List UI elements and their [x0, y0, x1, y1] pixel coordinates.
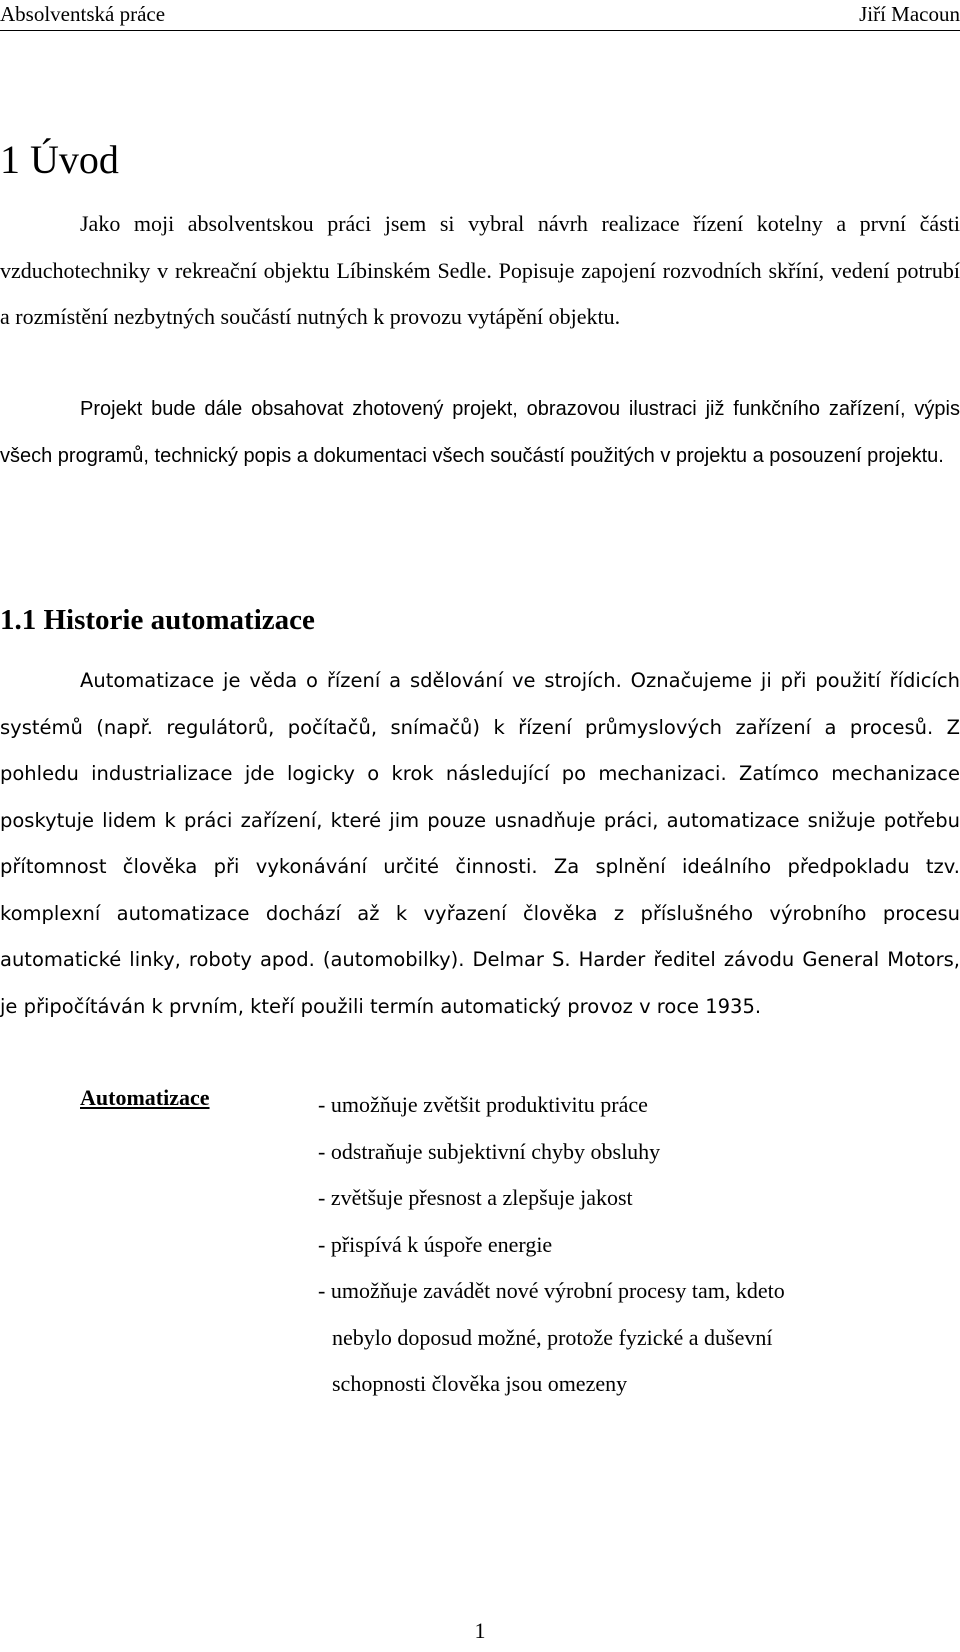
section-title: 1.1 Historie automatizace: [0, 604, 315, 636]
definition-item: - umožňuje zvětšit produktivitu práce: [318, 1092, 648, 1117]
definition-item: - odstraňuje subjektivní chyby obsluhy: [318, 1138, 661, 1164]
definition-list: [318, 1082, 785, 1408]
definition-item: - přispívá k úspoře energie: [318, 1231, 553, 1257]
intro-paragraph-2: Projekt bude dále obsahovat zhotovený projekt, obrazovou ilustraci již funkčního zařízení, výpis všech programů, technický popis a dokumentaci všech součástí použitých v projektu a posouzení projektu.: [0, 398, 960, 467]
definition-item-continuation: nebylo doposud možné, protože fyzické a duševní: [332, 1324, 773, 1350]
intro-paragraph-1: Jako moji absolventskou práci jsem si vybral návrh realizace řízení kotelny a první části vzduchotechniky v rekreační objektu Líbinském Sedle. Popisuje zapojení rozvodních skříní, vedení potrubí a rozmístění nezbytných součástí nutných k provozu vytápění objektu.: [0, 211, 960, 329]
definition-item: - umožňuje zavádět nové výrobní procesy tam, kdeto: [318, 1278, 785, 1303]
definition-term: Automatizace: [80, 1085, 210, 1110]
definition-item-continuation: schopnosti člověka jsou omezeny: [332, 1371, 628, 1396]
definition-item: - zvětšuje přesnost a zlepšuje jakost: [318, 1185, 633, 1210]
history-paragraph: Automatizace je věda o řízení a sdělování ve strojích. Označujeme ji při použití řídicích systémů (např. regulátorů, počítačů, snímačů) k řízení průmyslových zařízení a procesů. Z pohledu industrializace jde logicky o krok následující po mechanizaci. Zatímco mechanizace poskytuje lidem k práci zařízení, které jim pouze usnadňuje práci, automatizace snižuje potřebu přítomnost člověka při vykonávání určité činnosti. Za splnění ideálního předpokladu tzv. komplexní automatizace dochází až k vyřazení člověka z příslušného výrobního procesu automatické linky, roboty apod. (automobilky). Delmar S. Harder ředitel závodu General Motors, je připočítáván k prvním, kteří použili termín automatický provoz v roce 1935.: [0, 669, 960, 1018]
header-author: Jiří Macoun: [859, 2, 960, 26]
chapter-title: 1 Úvod: [0, 137, 119, 182]
running-header: [0, 0, 960, 31]
page-number: 1: [474, 1618, 486, 1643]
header-document-type: Absolventská práce: [0, 2, 166, 26]
